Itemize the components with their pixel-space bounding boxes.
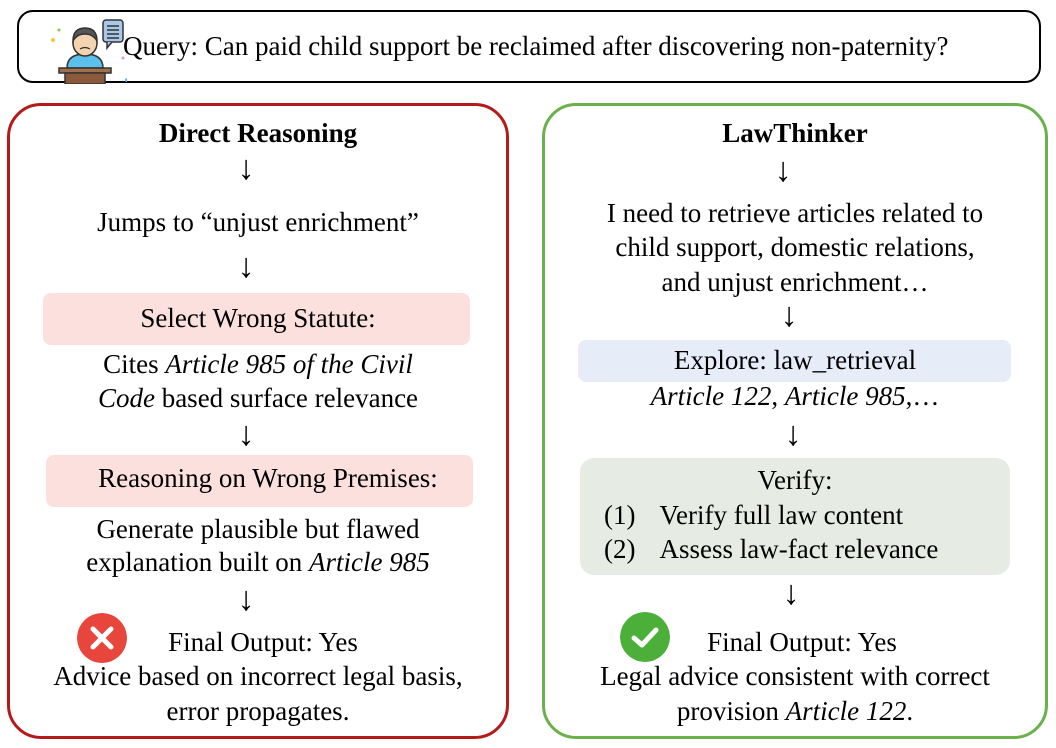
query-text: Query: Can paid child support be reclaimed after discovering non-paternity? <box>123 31 949 61</box>
down-arrow-icon: ↓ <box>237 416 255 453</box>
verify-item-2: (2) Assess law-fact relevance <box>604 534 939 564</box>
step-jump-text: Jumps to “unjust enrichment” <box>97 207 419 237</box>
direct-reasoning-panel <box>7 103 509 739</box>
plan-line2: child support, domestic relations, <box>615 232 975 262</box>
query-box <box>17 10 1041 83</box>
flawed-explanation-line1: Generate plausible but flawed <box>96 514 420 544</box>
student-at-podium-icon <box>45 16 127 84</box>
down-arrow-icon: ↓ <box>237 150 255 187</box>
explore-label: Explore: law_retrieval <box>673 345 917 375</box>
down-arrow-icon: ↓ <box>782 575 800 612</box>
panel-title: Direct Reasoning <box>158 118 358 148</box>
verify-item-1: (1) Verify full law content <box>604 500 904 530</box>
statute-detail-line2: Code based surface relevance <box>97 383 419 413</box>
flawed-explanation-line2: explanation built on Article 985 <box>86 547 430 577</box>
wrong-statute-label: Select Wrong Statute: <box>140 303 376 333</box>
down-arrow-icon: ↓ <box>774 152 792 189</box>
panel-title: LawThinker <box>722 118 868 148</box>
wrong-premises-label: Reasoning on Wrong Premises: <box>98 463 438 493</box>
statute-detail-line1: Cites Article 985 of the Civil <box>103 349 413 379</box>
down-arrow-icon: ↓ <box>237 581 255 618</box>
down-arrow-icon: ↓ <box>780 297 798 334</box>
final-output-label: Final Output: Yes <box>707 627 897 657</box>
final-advice-line1: Legal advice consistent with correct <box>600 661 990 691</box>
final-output-label: Final Output: Yes <box>168 627 358 657</box>
down-arrow-icon: ↓ <box>784 416 802 453</box>
final-advice-line2: provision Article 122. <box>676 696 914 726</box>
plan-line1: I need to retrieve articles related to <box>606 198 984 228</box>
retrieved-articles: Article 122, Article 985,… <box>650 381 940 411</box>
final-advice-line1: Advice based on incorrect legal basis, <box>53 661 463 691</box>
final-advice-line2: error propagates. <box>166 696 350 726</box>
lawthinker-panel <box>542 103 1048 739</box>
verify-label: Verify: <box>757 465 833 495</box>
plan-line3: and unjust enrichment… <box>661 267 929 297</box>
down-arrow-icon: ↓ <box>237 248 255 285</box>
